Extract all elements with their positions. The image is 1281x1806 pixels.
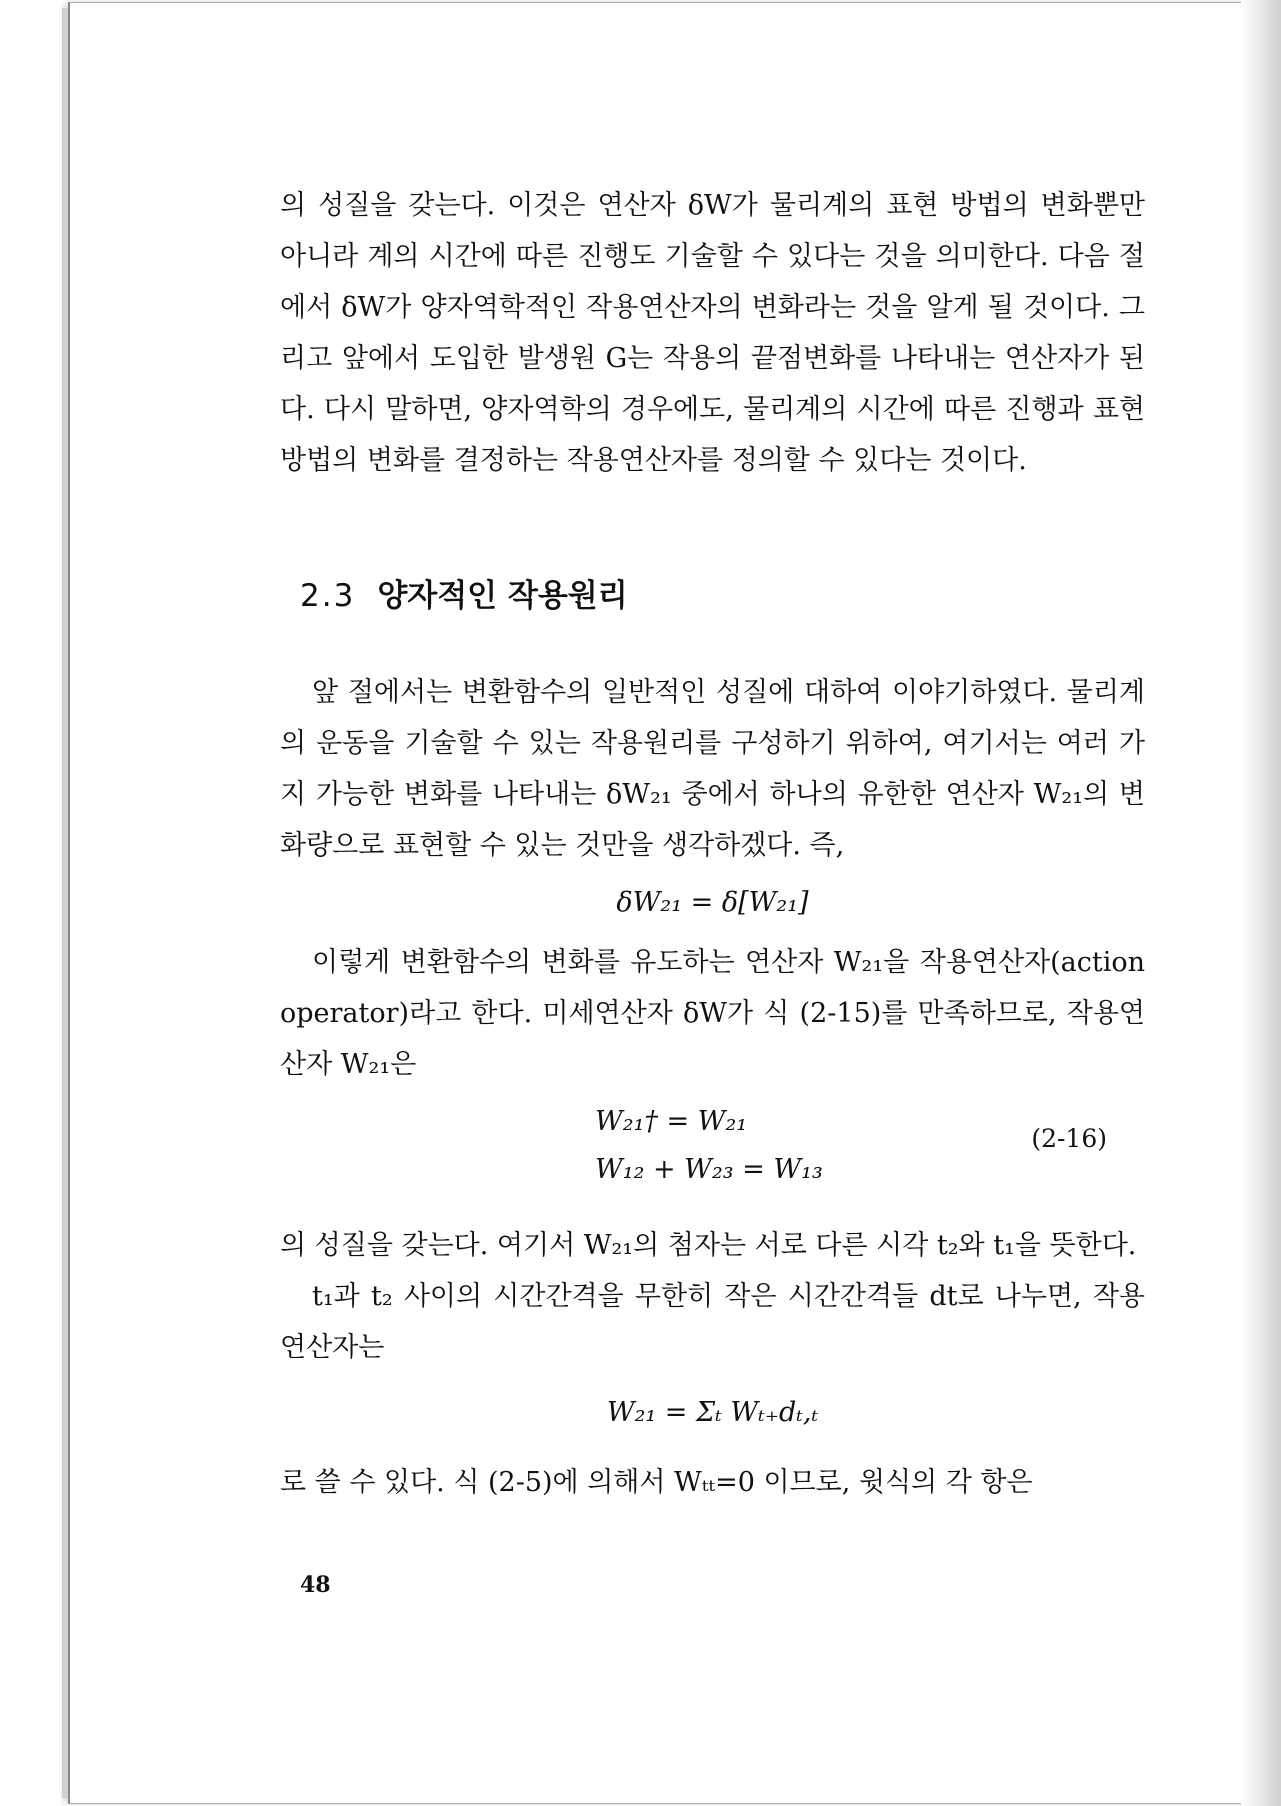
page-number: 48 — [300, 1572, 331, 1598]
section-number: 2.3 — [300, 578, 356, 614]
paragraph-3: 이렇게 변환함수의 변화를 유도하는 연산자 W₂₁을 작용연산자(action operator)라고 한다. 미세연산자 δW가 식 (2-15)를 만족하므로, 작용연산자 W₂₁은 — [280, 947, 1145, 1080]
section-title: 양자적인 작용원리 — [377, 578, 628, 614]
page-content — [280, 180, 1145, 1508]
section-heading — [280, 570, 1145, 615]
page-edge-right — [1241, 0, 1281, 1806]
equation-2-line-2: W₁₂ + W₂₃ = W₁₃ — [595, 1154, 823, 1185]
paragraph-4: 의 성질을 갖는다. 여기서 W₂₁의 첨자는 서로 다른 시각 t₂와 t₁을 뜻한다. — [280, 1230, 1137, 1261]
equation-2-number: (2-16) — [1031, 1124, 1107, 1153]
paragraph-6: 로 쓸 수 있다. 식 (2-5)에 의해서 Wₜₜ=0 이므로, 윗식의 각 항은 — [280, 1467, 1033, 1498]
equation-2-block — [280, 1098, 1145, 1216]
paragraph-1: 의 성질을 갖는다. 이것은 연산자 δW가 물리계의 표현 방법의 변화뿐만 아니라 계의 시간에 따른 진행도 기술할 수 있다는 것을 의미한다. 다음 절에서 δW가 양자역학적인 작용연산자의 변화라는 것을 알게 될 것이다. 그리고 앞에서 도입한 발생원 G는 작용의 끝점변화를 나타내는 연산자가 된다. 다시 말하면, 양자역학의 경우에도, 물리계의 시간에 따른 진행과 표현 방법의 변화를 결정하는 작용연산자를 정의할 수 있다는 것이다. — [280, 190, 1145, 476]
equation-2-line-1: W₂₁† = W₂₁ — [595, 1106, 748, 1137]
paragraph-2: 앞 절에서는 변환함수의 일반적인 성질에 대하여 이야기하였다. 물리계의 운동을 기술할 수 있는 작용원리를 구성하기 위하여, 여기서는 여러 가지 가능한 변화를 나타내는 δW₂₁ 중에서 하나의 유한한 연산자 W₂₁의 변화량으로 표현할 수 있는 것만을 생각하겠다. 즉, — [280, 677, 1145, 861]
equation-1: δW₂₁ = δ[W₂₁] — [616, 887, 809, 918]
paragraph-5: t₁과 t₂ 사이의 시간간격을 무한히 작은 시간간격들 dt로 나누면, 작용연산자는 — [280, 1281, 1145, 1363]
equation-3: W₂₁ = Σₜ Wₜ₊dₜ,ₜ — [606, 1397, 819, 1428]
